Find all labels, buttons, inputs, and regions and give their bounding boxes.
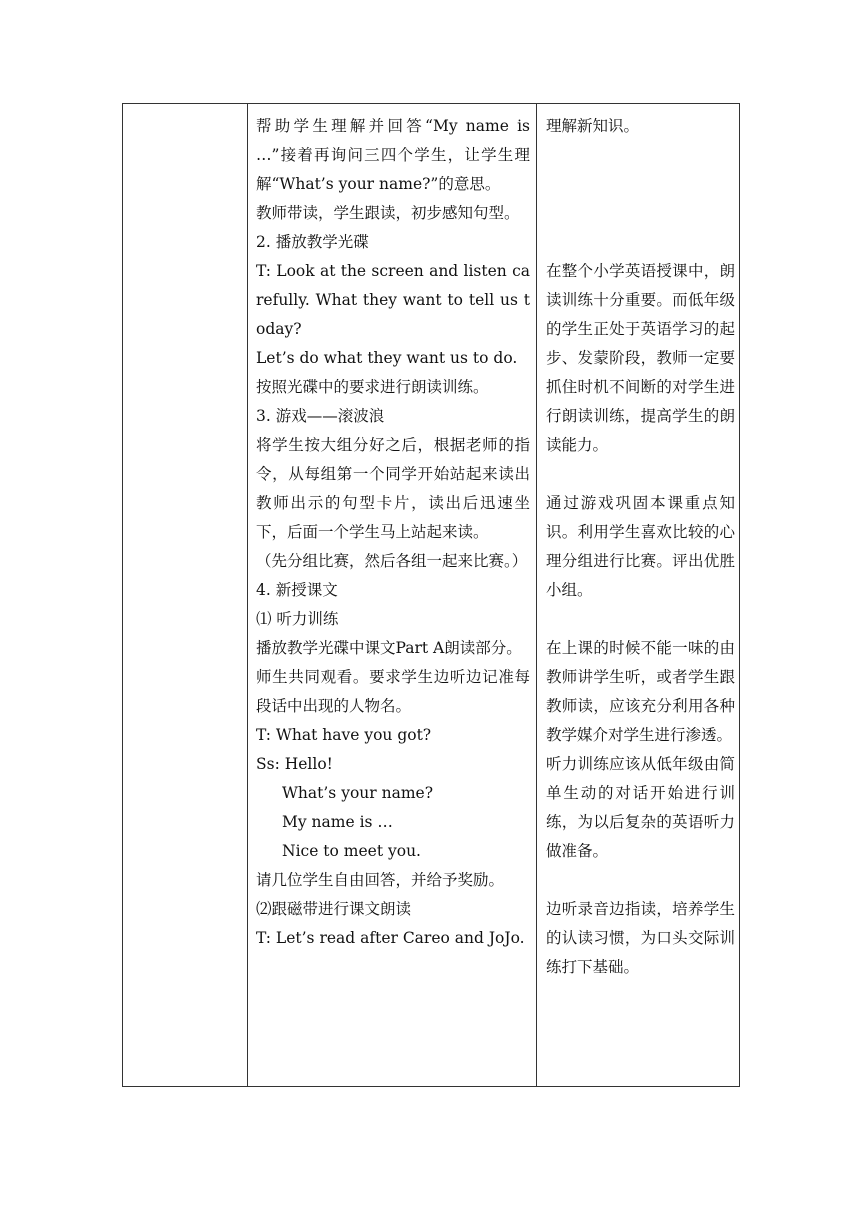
sub-heading: ⑴ 听力训练 bbox=[256, 610, 339, 628]
sub-heading: ⑵跟磁带进行课文朗读 bbox=[256, 900, 412, 918]
dialogue-line: Nice to meet you. bbox=[282, 842, 421, 860]
note-paragraph: 在整个小学英语授课中，朗读训练十分重要。而低年级的学生正处于英语学习的起步、发蒙阶段，教师一定要抓住时机不间断的对学生进行朗读训练，提高学生的朗读能力。 bbox=[546, 262, 735, 454]
paragraph: 将学生按大组分好之后，根据老师的指令，从每组第一个同学开始站起来读出教师出示的句型卡片，读出后迅速坐下，后面一个学生马上站起来读。 bbox=[256, 436, 530, 541]
section-heading: 2. 播放教学光碟 bbox=[256, 233, 369, 251]
paragraph: 师生共同观看。要求学生边听边记准每段话中出现的人物名。 bbox=[256, 668, 530, 715]
table-row bbox=[123, 104, 740, 1087]
spacer bbox=[546, 605, 735, 634]
dialogue-line: T: What have you got? bbox=[256, 726, 432, 744]
note-paragraph: 边听录音边指读，培养学生的认读习惯，为口头交际训练打下基础。 bbox=[546, 900, 735, 976]
paragraph: 帮助学生理解并回答“My name is …”接着再询问三四个学生，让学生理解“What’s your name?”的意思。 bbox=[256, 117, 530, 193]
dialogue-line: T: Look at the screen and listen carefully. What they want to tell us today? bbox=[256, 262, 530, 338]
spacer bbox=[546, 199, 735, 228]
paragraph: 播放教学光碟中课文Part A朗读部分。 bbox=[256, 639, 522, 657]
design-intent-cell bbox=[537, 104, 740, 1087]
dialogue-line: Let’s do what they want us to do. bbox=[256, 349, 518, 367]
section-heading: 4. 新授课文 bbox=[256, 581, 338, 599]
dialogue-line: What’s your name? bbox=[282, 784, 434, 802]
paragraph: （先分组比赛，然后各组一起来比赛。） bbox=[256, 552, 528, 570]
dialogue-line: T: Let’s read after Careo and JoJo. bbox=[256, 929, 525, 947]
spacer bbox=[546, 228, 735, 257]
note-paragraph: 通过游戏巩固本课重点知识。利用学生喜欢比较的心理分组进行比赛。评出优胜小组。 bbox=[546, 494, 735, 599]
spacer bbox=[546, 141, 735, 170]
teaching-process-cell bbox=[248, 104, 537, 1087]
note-paragraph: 听力训练应该从低年级由简单生动的对话开始进行训练，为以后复杂的英语听力做准备。 bbox=[546, 755, 735, 860]
lesson-plan-table bbox=[122, 103, 740, 1087]
spacer bbox=[546, 460, 735, 489]
paragraph: 按照光碟中的要求进行朗读训练。 bbox=[256, 378, 489, 396]
paragraph: 教师带读，学生跟读，初步感知句型。 bbox=[256, 204, 520, 222]
spacer bbox=[546, 866, 735, 895]
section-heading: 3. 游戏——滚波浪 bbox=[256, 407, 385, 425]
note-paragraph: 理解新知识。 bbox=[546, 117, 640, 135]
dialogue-line: My name is … bbox=[282, 813, 393, 831]
empty-left-cell bbox=[123, 104, 248, 1087]
dialogue-line: Ss: Hello! bbox=[256, 755, 333, 773]
note-paragraph: 在上课的时候不能一味的由教师讲学生听，或者学生跟教师读，应该充分利用各种教学媒介对学生进行渗透。 bbox=[546, 639, 735, 744]
spacer bbox=[546, 170, 735, 199]
paragraph: 请几位学生自由回答，并给予奖励。 bbox=[256, 871, 505, 889]
